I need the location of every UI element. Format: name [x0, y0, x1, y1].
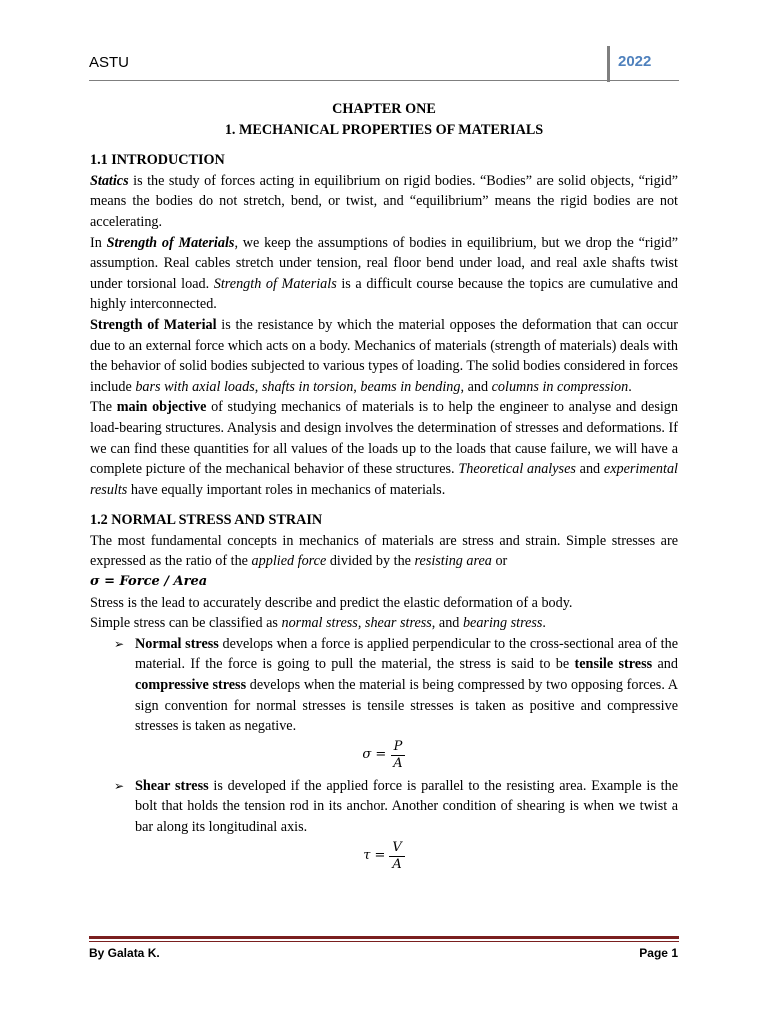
footer-rule-thin: [89, 941, 679, 942]
paragraph-stress-classification: Simple stress can be classified as normal stress, shear stress, and bearing stress.: [90, 615, 546, 632]
paragraph-fundamental-concepts: The most fundamental concepts in mechanics of materials are stress and strain. Simple stresses are expressed as the ratio of the applied force divided by the resisting area or: [90, 532, 678, 570]
footer-author: By Galata K.: [89, 946, 160, 960]
bullet-arrow-icon: ➢: [114, 778, 125, 793]
paragraph-statics: Statics is the study of forces acting in equilibrium on rigid bodies. “Bodies” are solid objects, “rigid” means the bodies do not stretch, bend, or twist, and “equilibrium” means the rigid bodies are not accelerating.: [90, 172, 678, 230]
section-heading-intro: 1.1 INTRODUCTION: [90, 152, 225, 169]
bullet-shear-stress: ➢ Shear stress is developed if the applied force is parallel to the resisting area. Example is the bolt that holds the tension rod in its anchor. Another condition of shearing is when we twist a bar along its longitudinal axis.: [114, 777, 678, 835]
header-institution: ASTU: [89, 54, 130, 71]
paragraph-strength-intro: In Strength of Materials, we keep the assumptions of bodies in equilibrium, but we drop the “rigid” assumption. Real cables stretch under tension, real floor bend under load, and real axle shafts twist under torsional load. Strength of Materials is a difficult course because the topics are cumulative and highly interconnected.: [90, 234, 678, 313]
header-year: 2022: [618, 53, 652, 70]
document-body: [90, 99, 678, 877]
normal-stress-formula: σ = $\frac{P}{A}$: [90, 739, 678, 772]
footer-rule-thick: [89, 936, 679, 939]
paragraph-main-objective: The main objective of studying mechanics of materials is to help the engineer to analyse and design load-bearing structures. Analysis and design involves the determination of stresses and deformations. If we can find these quantities for all values of the loads up to the loads that cause failure, we will have a complete picture of the mechanical behavior of these structures. Theoretical analyses and experimental results have equally important roles in mechanics of materials.: [90, 399, 678, 498]
paragraph-strength-definition: Strength of Material is the resistance by which the material opposes the deformation that can occur due to an external force which acts on a body. Mechanics of materials (strength of materials) deals with the behavior of solid bodies subjected to various types of loading. The solid bodies considered in forces include bars with axial loads, shafts in torsion, beams in bending, and columns in compression.: [90, 316, 679, 395]
chapter-label: CHAPTER ONE: [332, 101, 436, 117]
bullet-normal-stress: ➢ Normal stress develops when a force is applied perpendicular to the cross-sectional area of the material. If the force is going to pull the material, the stress is said to be tensile stress and compressive stress develops when the material is being compressed by two opposing forces. A sign convention for normal stresses is tensile stresses is taken as positive and compressive stresses is taken as negative.: [114, 635, 678, 735]
section-heading-normal-stress: 1.2 NORMAL STRESS AND STRAIN: [90, 512, 323, 529]
footer-page-number: Page 1: [639, 946, 678, 960]
header-rule: [89, 80, 679, 81]
header-divider: [607, 46, 610, 82]
paragraph-stress-lead: Stress is the lead to accurately describe and predict the elastic deformation of a body.: [90, 594, 573, 611]
chapter-title: 1. MECHANICAL PROPERTIES OF MATERIALS: [224, 121, 544, 138]
shear-stress-formula: τ = $\frac{V}{A}$: [90, 840, 678, 873]
stress-formula: σ = Force / Area: [90, 574, 208, 590]
bullet-arrow-icon: ➢: [114, 636, 125, 651]
